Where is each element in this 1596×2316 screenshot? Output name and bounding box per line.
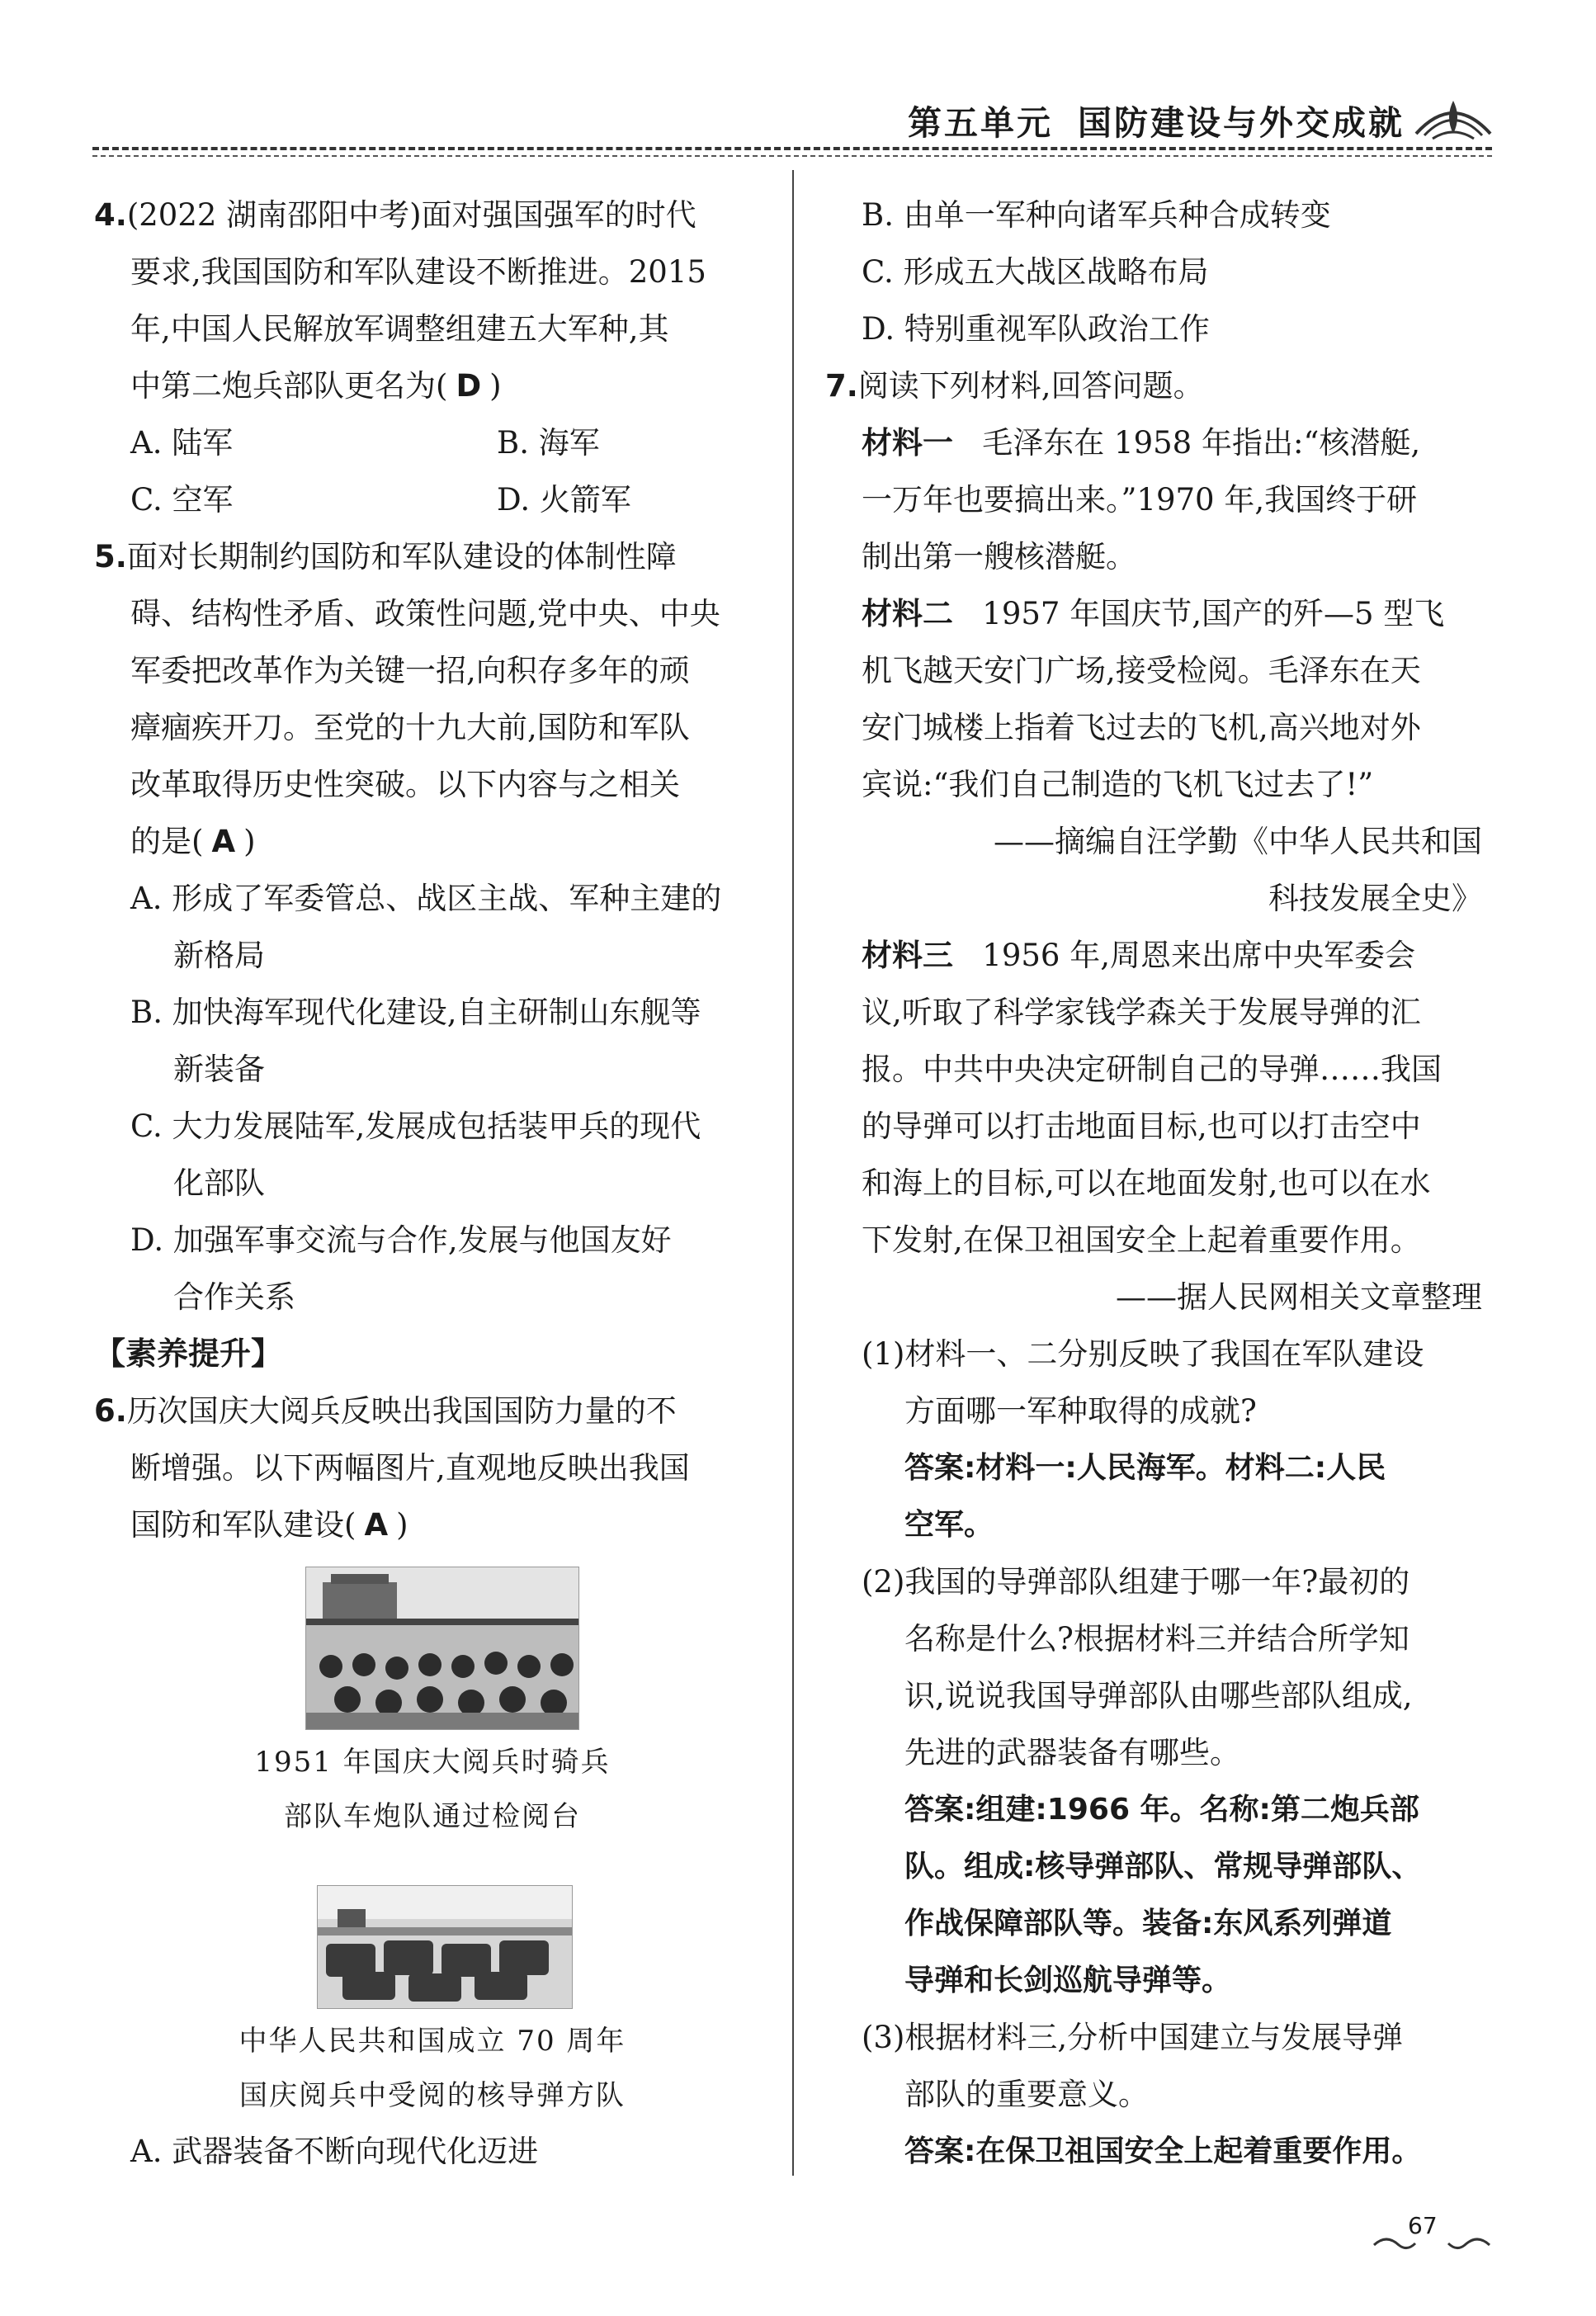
question-text: 国防和军队建设(	[130, 1507, 357, 1543]
material-2-text: 宾说:“我们自己制造的飞机飞过去了!”	[862, 767, 1374, 802]
option-c: C. 形成五大战区战略布局	[862, 254, 1209, 290]
sub-question-2-cont: 识,说说我国导弹部队由哪些部队组成,	[904, 1678, 1413, 1713]
leaf-ornament-icon	[1408, 84, 1499, 150]
material-2-text: 机飞越天安门广场,接受检阅。毛泽东在天	[862, 653, 1421, 688]
question-text: 中第二炮兵部队更名为(	[130, 368, 448, 404]
material-2-text: 1957 年国庆节,国产的歼—5 型飞	[982, 596, 1445, 631]
question-text: (2022 湖南邵阳中考)面对强国强军的时代	[126, 197, 696, 233]
answer-choice: A	[211, 824, 236, 859]
right-column	[825, 187, 1502, 2180]
answer-3: 答案:在保卫祖国安全上起着重要作用。	[904, 2134, 1422, 2168]
option-b: B. 海军	[497, 425, 600, 461]
material-3-label: 材料三	[862, 938, 953, 973]
option-c: C. 空军	[130, 482, 234, 518]
option-d: D. 火箭军	[497, 482, 631, 518]
option-a: A. 武器装备不断向现代化迈进	[130, 2134, 539, 2169]
section-heading: 【素养提升】	[94, 1335, 283, 1372]
question-4	[94, 187, 771, 528]
question-text: )	[243, 824, 256, 859]
material-2-text: 安门城楼上指着飞过去的飞机,高兴地对外	[862, 710, 1421, 745]
answer-2-cont: 队。组成:核导弹部队、常规导弹部队、	[904, 1850, 1422, 1884]
sub-question-3: (3)根据材料三,分析中国建立与发展导弹	[862, 2020, 1404, 2055]
material-3-text: 的导弹可以打击地面目标,也可以打击空中	[862, 1108, 1421, 1144]
option-b: B. 加快海军现代化建设,自主研制山东舰等	[130, 995, 701, 1030]
material-2-source: 科技发展全史》	[1268, 881, 1482, 916]
answer-2-cont: 作战保障部队等。装备:东风系列弹道	[904, 1907, 1392, 1940]
material-2-source: ——摘编自汪学勤《中华人民共和国	[994, 824, 1482, 859]
figure-1	[94, 1567, 771, 1844]
question-6	[94, 1383, 771, 2180]
sub-question-2-cont: 先进的武器装备有哪些。	[904, 1735, 1240, 1770]
missile-parade-photo	[317, 1885, 573, 2009]
left-column	[94, 187, 771, 2180]
material-3-text: 下发射,在保卫祖国安全上起着重要作用。	[862, 1222, 1421, 1258]
question-text: )	[396, 1507, 408, 1543]
question-text: 年,中国人民解放军调整组建五大军种,其	[130, 311, 669, 347]
sub-question-1-cont: 方面哪一军种取得的成就?	[904, 1393, 1257, 1429]
option-b: B. 由单一军种向诸军兵种合成转变	[862, 197, 1331, 233]
figure-2	[94, 1885, 771, 2123]
question-text: 改革取得历史性突破。以下内容与之相关	[130, 767, 680, 802]
figure-1-caption-line2: 部队车炮队通过检阅台	[284, 1800, 581, 1833]
running-header	[908, 96, 1405, 144]
question-text: 的是(	[130, 824, 204, 859]
material-2-label: 材料二	[862, 596, 953, 631]
question-text: 历次国庆大阅兵反映出我国国防力量的不	[126, 1393, 677, 1429]
material-3-text: 报。中共中央决定研制自己的导弹……我国	[862, 1052, 1442, 1087]
answer-choice: A	[364, 1507, 389, 1543]
option-d-cont: 合作关系	[173, 1279, 295, 1315]
material-1-text: 制出第一艘核潜艇。	[862, 539, 1136, 574]
answer-1: 答案:材料一:人民海军。材料二:人民	[904, 1451, 1386, 1485]
material-3-text: 和海上的目标,可以在地面发射,也可以在水	[862, 1165, 1431, 1201]
answer-1-cont: 空军。	[904, 1508, 994, 1542]
question-number: 6.	[94, 1393, 127, 1429]
question-7	[825, 357, 1502, 2180]
option-c: C. 大力发展陆军,发展成包括装甲兵的现代	[130, 1108, 701, 1144]
material-3-text: 1956 年,周恩来出席中央军委会	[982, 938, 1415, 973]
question-text: 面对长期制约国防和军队建设的体制性障	[126, 539, 677, 574]
answer-2: 答案:组建:1966 年。名称:第二炮兵部	[904, 1793, 1419, 1827]
unit-title: 国防建设与外交成就	[1078, 103, 1405, 143]
option-c-cont: 化部队	[173, 1165, 265, 1201]
answer-choice: D	[456, 368, 482, 404]
option-a-cont: 新格局	[173, 938, 265, 973]
question-text: 碍、结构性矛盾、政策性问题,党中央、中央	[130, 596, 720, 631]
material-1-text: 毛泽东在 1958 年指出:“核潜艇,	[982, 425, 1421, 461]
option-a: A. 形成了军委管总、战区主战、军种主建的	[130, 881, 722, 916]
figure-2-caption-line1: 中华人民共和国成立 70 周年	[238, 2025, 626, 2058]
swirl-ornament-icon	[1370, 2230, 1494, 2255]
question-text: 要求,我国国防和军队建设不断推进。2015	[130, 254, 706, 290]
question-5	[94, 528, 771, 1326]
question-text: )	[489, 368, 502, 404]
question-text: 军委把改革作为关键一招,向积存多年的顽	[130, 653, 690, 688]
answer-2-cont: 导弹和长剑巡航导弹等。	[904, 1964, 1232, 1997]
sub-question-3-cont: 部队的重要意义。	[904, 2077, 1149, 2112]
option-a: A. 陆军	[130, 425, 234, 461]
option-d: D. 加强军事交流与合作,发展与他国友好	[130, 1222, 672, 1258]
question-number: 5.	[94, 539, 127, 574]
question-text: 瘴痼疾开刀。至党的十九大前,国防和军队	[130, 710, 690, 745]
option-b-cont: 新装备	[173, 1052, 265, 1087]
column-divider	[792, 170, 794, 2176]
question-intro: 阅读下列材料,回答问题。	[857, 368, 1204, 404]
sub-question-1: (1)材料一、二分别反映了我国在军队建设	[862, 1336, 1424, 1372]
figure-1-caption-line1: 1951 年国庆大阅兵时骑兵	[254, 1746, 611, 1779]
sub-question-2: (2)我国的导弹部队组建于哪一年?最初的	[862, 1564, 1410, 1600]
sub-question-2-cont: 名称是什么?根据材料三并结合所学知	[904, 1621, 1409, 1657]
material-3-text: 议,听取了科学家钱学森关于发展导弹的汇	[862, 995, 1421, 1030]
header-rule	[92, 147, 1492, 157]
cavalry-parade-photo	[305, 1567, 579, 1730]
material-1-label: 材料一	[862, 425, 953, 461]
material-3-source: ——据人民网相关文章整理	[1116, 1279, 1482, 1315]
question-text: 断增强。以下两幅图片,直观地反映出我国	[130, 1450, 690, 1486]
question-number: 7.	[825, 368, 858, 404]
unit-label: 第五单元	[908, 103, 1053, 143]
question-number: 4.	[94, 197, 127, 233]
material-1-text: 一万年也要搞出来。”1970 年,我国终于研	[862, 482, 1418, 518]
figure-2-caption-line2: 国庆阅兵中受阅的核导弹方队	[239, 2079, 626, 2112]
page-number: 67	[1408, 2212, 1438, 2239]
option-d: D. 特别重视军队政治工作	[862, 311, 1210, 347]
